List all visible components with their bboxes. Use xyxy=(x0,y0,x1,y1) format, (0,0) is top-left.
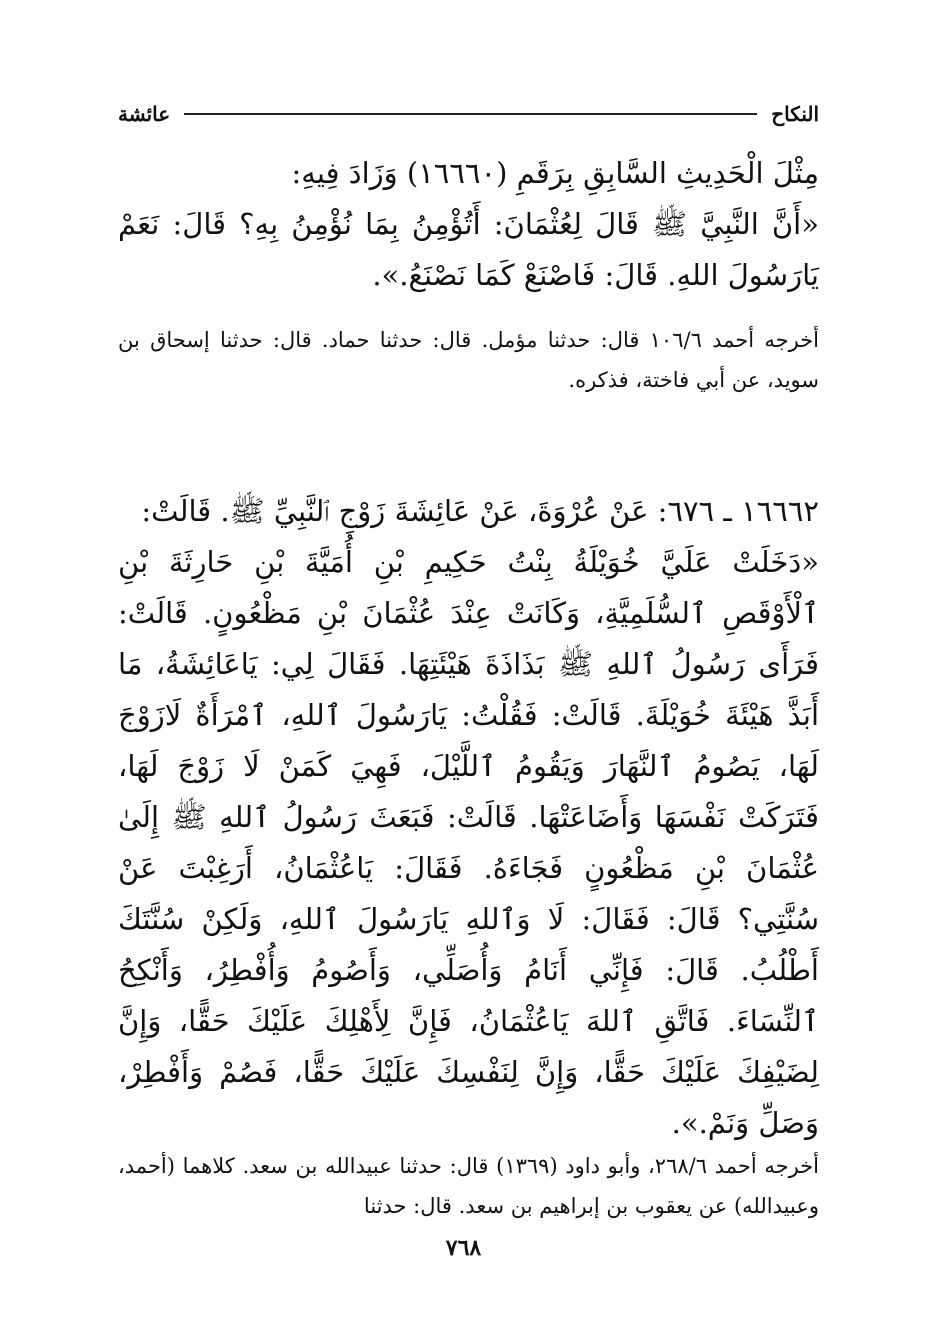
hadith-matn: «أَنَّ النَّبِيَّ ﷺ قَالَ لِعُثْمَانَ: أَتُؤْمِنُ بِمَا نُؤْمِنُ بِهِ؟ قَالَ: نَعَمْ يَارَسُولَ اللهِ. قَالَ: فَاصْنَعْ كَمَا نَصْنَعُ.». xyxy=(118,207,819,292)
hadith-continuation xyxy=(118,148,819,301)
hadith-isnad-line xyxy=(118,486,819,537)
takhrij-note-2 xyxy=(118,1146,819,1226)
page-number: ٧٦٨ xyxy=(445,1235,482,1261)
takhrij-text: أخرجه أحمد ٢٦٨/٦، وأبو داود (١٣٦٩) قال: حدثنا عبيدالله بن سعد. كلاهما (أحمد، وعبيدالله) عن يعقوب بن إبراهيم بن سعد. قال: حدثنا xyxy=(118,1154,819,1218)
hadith-intro: مِثْلَ الْحَدِيثِ السَّابِقِ بِرَقَمِ (١٦٦٦٠) وَزَادَ فِيهِ: xyxy=(291,156,819,190)
running-header xyxy=(118,97,819,131)
hadith-16662 xyxy=(118,486,819,1149)
takhrij-note-1 xyxy=(118,320,819,400)
chapter-title: النكاح xyxy=(771,102,819,126)
header-rule xyxy=(184,113,757,115)
hadith-number: ١٦٦٦٢ ـ ٦٧٦: xyxy=(657,494,819,528)
hadith-matn: «دَخَلَتْ عَلَيَّ خُوَيْلَةُ بِنْتُ حَكِيمِ بْنِ أُمَيَّةَ بْنِ حَارِثَةَ بْنِ ٱلْأَوْقَصِ ٱلسُّلَمِيَّةِ، وَكَانَتْ عِنْدَ عُثْمَانَ بْنِ مَظْعُونٍ. قَالَتْ: فَرَأَى رَسُولُ ٱللهِ ﷺ بَذَاذَةَ هَيْئَتِهَا. فَقَالَ لِي: يَاعَائِشَةُ، مَا أَبَذَّ هَيْئَةَ خُوَيْلَةَ. قَالَتْ: فَقُلْتُ: يَارَسُولَ ٱللهِ، ٱمْرَأَةٌ لَازَوْجَ لَهَا، يَصُومُ ٱلنَّهَارَ وَيَقُومُ ٱللَّيْلَ، فَهِيَ كَمَنْ لَا زَوْجَ لَهَا، فَتَرَكَتْ نَفْسَهَا وَأَضَاعَتْهَا. قَالَتْ: فَبَعَثَ رَسُولُ ٱللهِ ﷺ إِلَىٰ عُثْمَانَ بْنِ مَظْعُونٍ فَجَاءَهُ. فَقَالَ: يَاعُثْمَانُ، أَرَغِبْتَ عَنْ سُنَّتِي؟ قَالَ: فَقَالَ: لَا وَٱللهِ يَارَسُولَ ٱللهِ، وَلَكِنْ سُنَّتَكَ أَطْلُبُ. قَالَ: فَإِنِّي أَنَامُ وَأُصَلِّي، وَأَصُومُ وَأُفْطِرُ، وَأَنْكِحُ ٱلنِّسَاءَ. فَاتَّقِ ٱللهَ يَاعُثْمَانُ، فَإِنَّ لِأَهْلِكَ عَلَيْكَ حَقًّا، وَإِنَّ لِضَيْفِكَ عَلَيْكَ حَقًّا، وَإِنَّ لِنَفْسِكَ عَلَيْكَ حَقًّا، فَصُمْ وَأَفْطِرْ، وَصَلِّ وَنَمْ.». xyxy=(118,545,819,1140)
hadith-isnad: عَنْ عُرْوَةَ، عَنْ عَائِشَةَ زَوْجِ ٱلنَّبِيِّ ﷺ. قَالَتْ: xyxy=(141,494,649,528)
takhrij-text: أخرجه أحمد ١٠٦/٦ قال: حدثنا مؤمل. قال: حدثنا حماد. قال: حدثنا إسحاق بن سويد، عن أبي فاختة، فذكره. xyxy=(118,328,820,392)
section-name: عائشة xyxy=(118,102,171,126)
